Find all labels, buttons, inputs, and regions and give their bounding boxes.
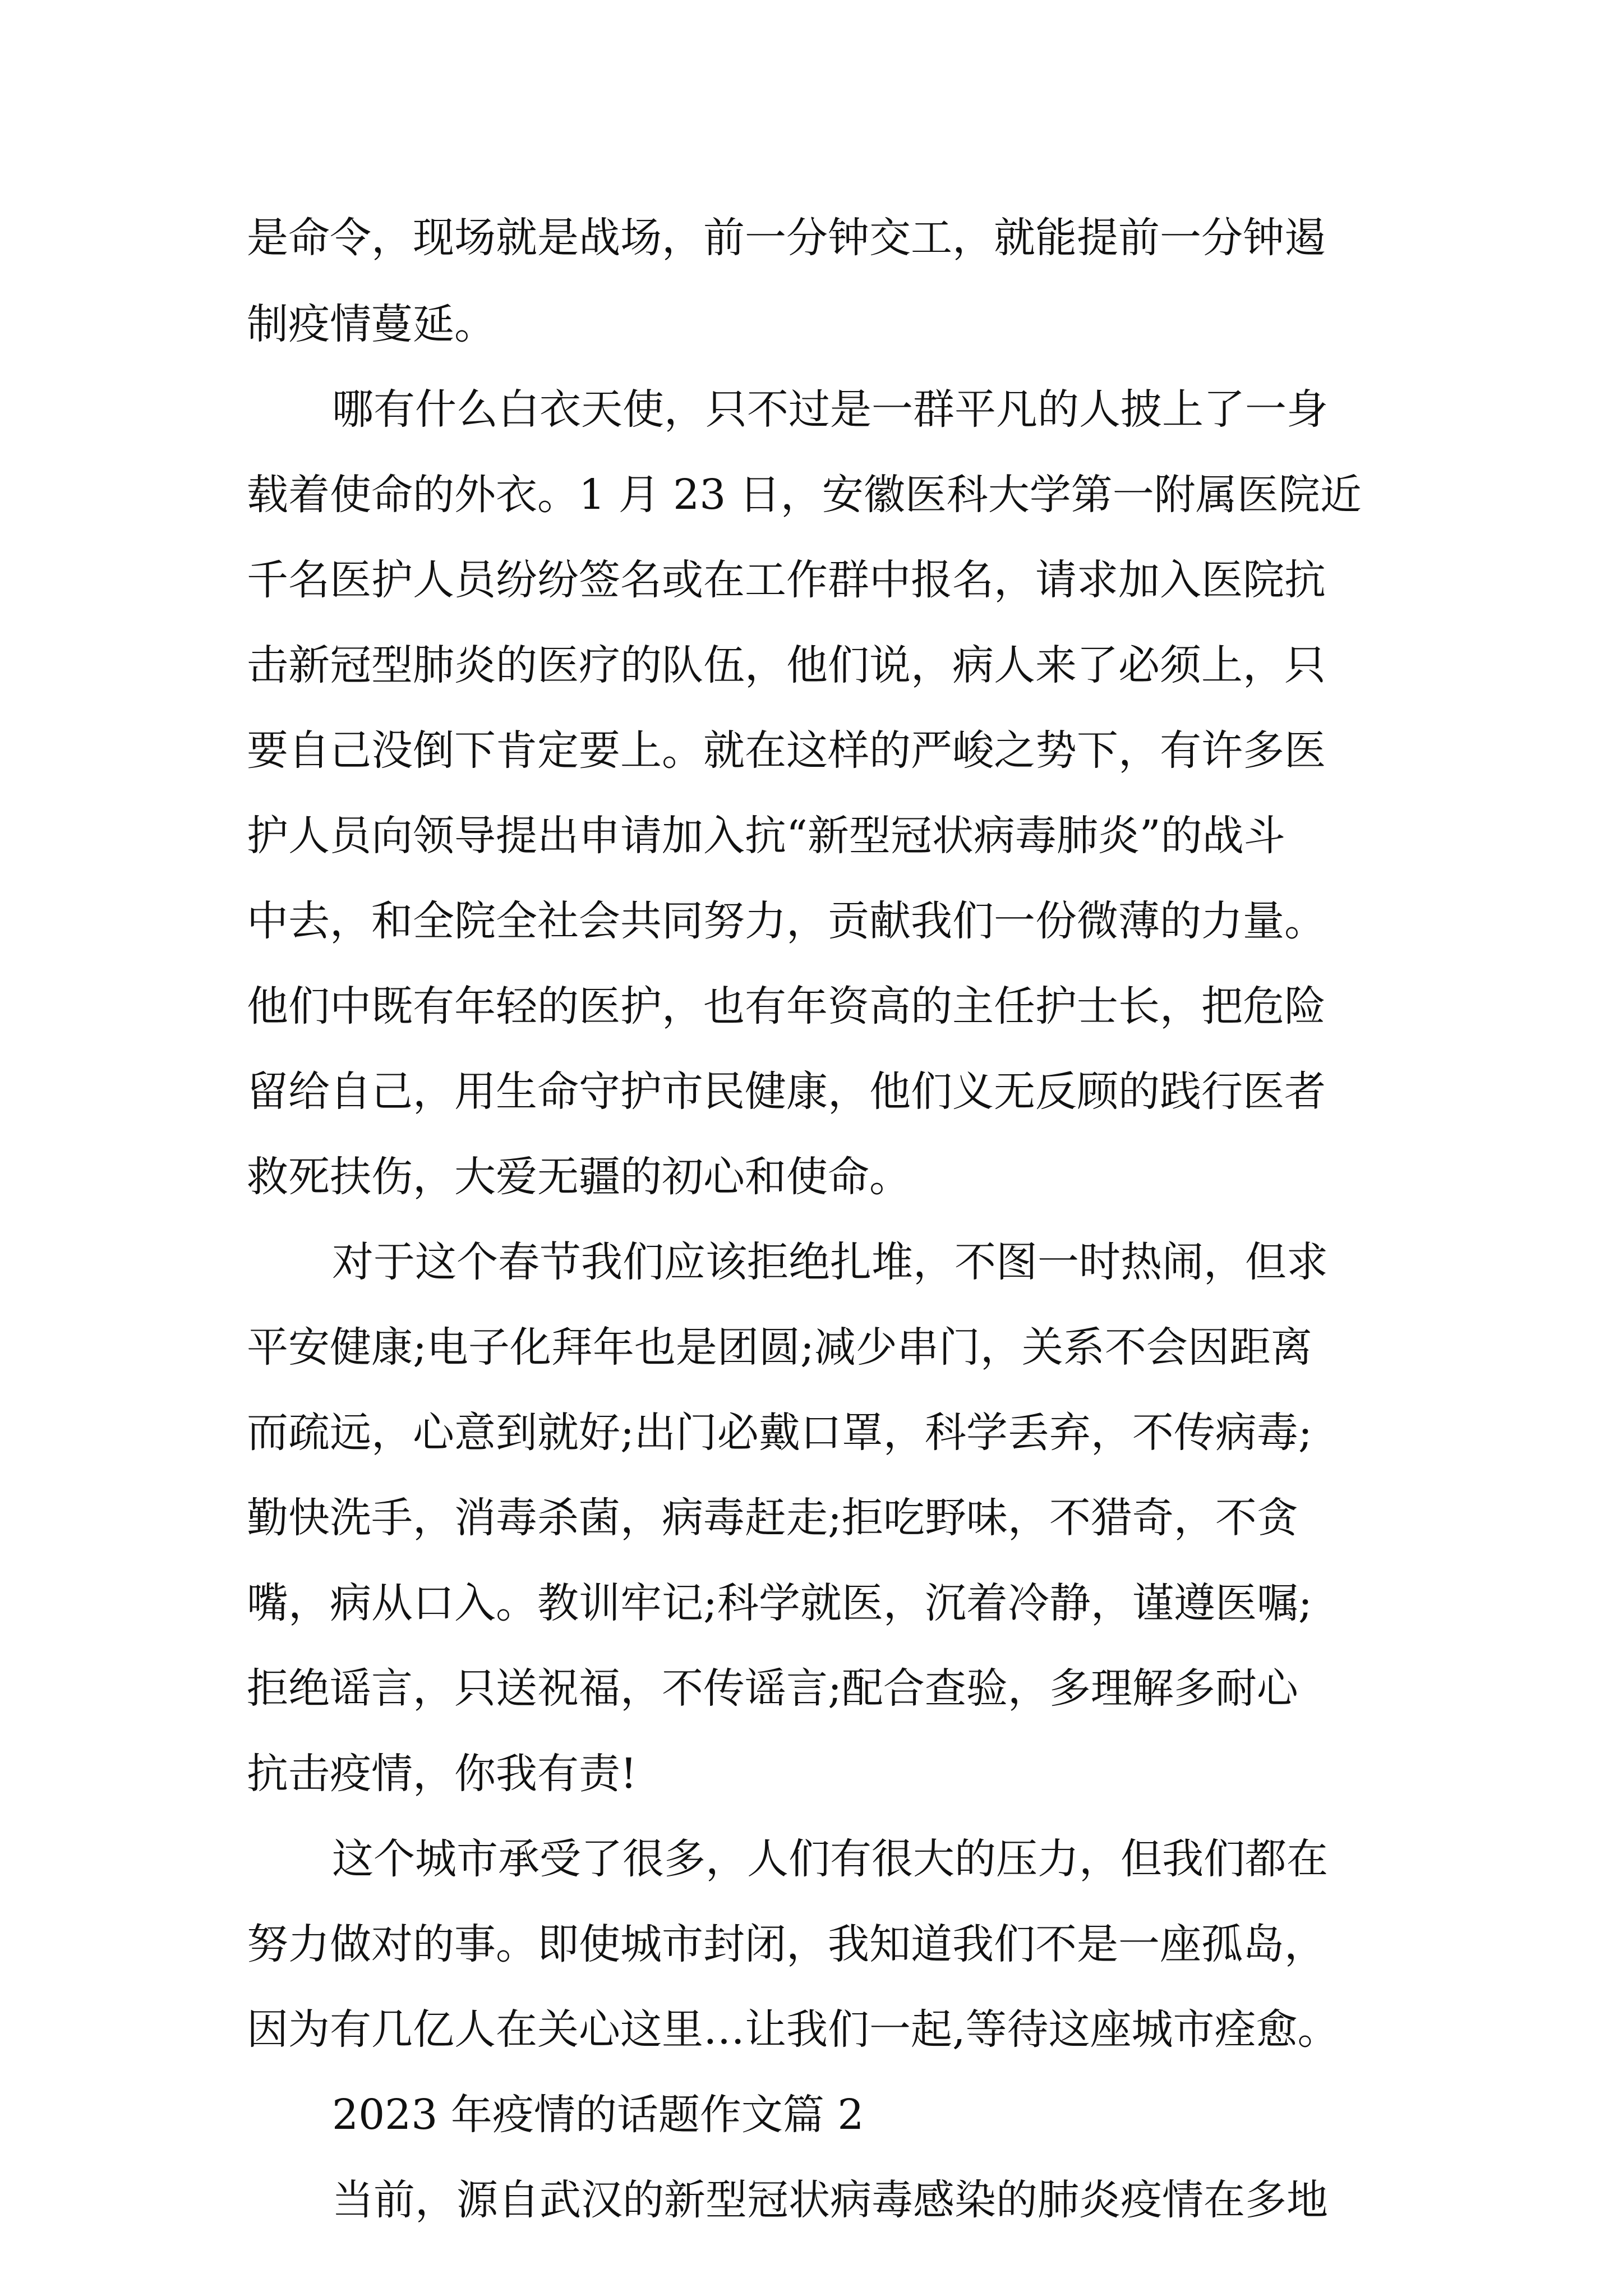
text-line: 留给自己，用生命守护市民健康，他们义无反顾的践行医者 <box>247 1068 1326 1116</box>
text-line: 击新冠型肺炎的医疗的队伍，他们说，病人来了必须上，只 <box>247 641 1326 689</box>
text-line: 是命令，现场就是战场，前一分钟交工，就能提前一分钟遏 <box>247 214 1326 262</box>
text-line: 制疫情蔓延。 <box>247 300 496 348</box>
text-line: 千名医护人员纷纷签名或在工作群中报名，请求加入医院抗 <box>247 556 1326 604</box>
text-line: 努力做对的事。即使城市封闭，我知道我们不是一座孤岛， <box>247 1920 1326 1968</box>
text-line: 抗击疫情，你我有责! <box>247 1750 637 1798</box>
text-line: 嘴，病从口入。教训牢记;科学就医，沉着冷静，谨遵医嘱; <box>247 1579 1312 1627</box>
text-line: 平安健康;电子化拜年也是团圆;减少串门，关系不会因距离 <box>247 1323 1312 1372</box>
text-line: 因为有几亿人在关心这里…让我们一起,等待这座城市痊愈。 <box>247 2005 1339 2054</box>
paragraph-start-line: 对于这个春节我们应该拒绝扎堆，不图一时热闹，但求 <box>332 1238 1328 1286</box>
text-line: 载着使命的外衣。1 月 23 日，安徽医科大学第一附属医院近 <box>247 471 1362 519</box>
text-line: 他们中既有年轻的医护，也有年资高的主任护士长，把危险 <box>247 982 1326 1030</box>
paragraph-start-line: 当前，源自武汉的新型冠状病毒感染的肺炎疫情在多地 <box>332 2176 1328 2224</box>
text-line: 中去，和全院全社会共同努力，贡献我们一份微薄的力量。 <box>247 897 1326 945</box>
text-line: 救死扶伤，大爱无疆的初心和使命。 <box>247 1153 911 1201</box>
text-line: 护人员向领导提出申请加入抗“新型冠状病毒肺炎”的战斗 <box>247 812 1285 860</box>
paragraph-start-line: 哪有什么白衣天使，只不过是一群平凡的人披上了一身 <box>332 385 1328 434</box>
section-heading: 2023 年疫情的话题作文篇 2 <box>332 2091 864 2139</box>
text-line: 勤快洗手，消毒杀菌，病毒赶走;拒吃野味，不猎奇，不贪 <box>247 1494 1298 1542</box>
text-line: 而疏远，心意到就好;出门必戴口罩，科学丢弃，不传病毒; <box>247 1409 1312 1457</box>
paragraph-start-line: 这个城市承受了很多，人们有很大的压力，但我们都在 <box>332 1835 1328 1883</box>
text-line: 拒绝谣言，只送祝福，不传谣言;配合查验，多理解多耐心 <box>247 1664 1298 1713</box>
text-line: 要自己没倒下肯定要上。就在这样的严峻之势下，有许多医 <box>247 726 1326 775</box>
